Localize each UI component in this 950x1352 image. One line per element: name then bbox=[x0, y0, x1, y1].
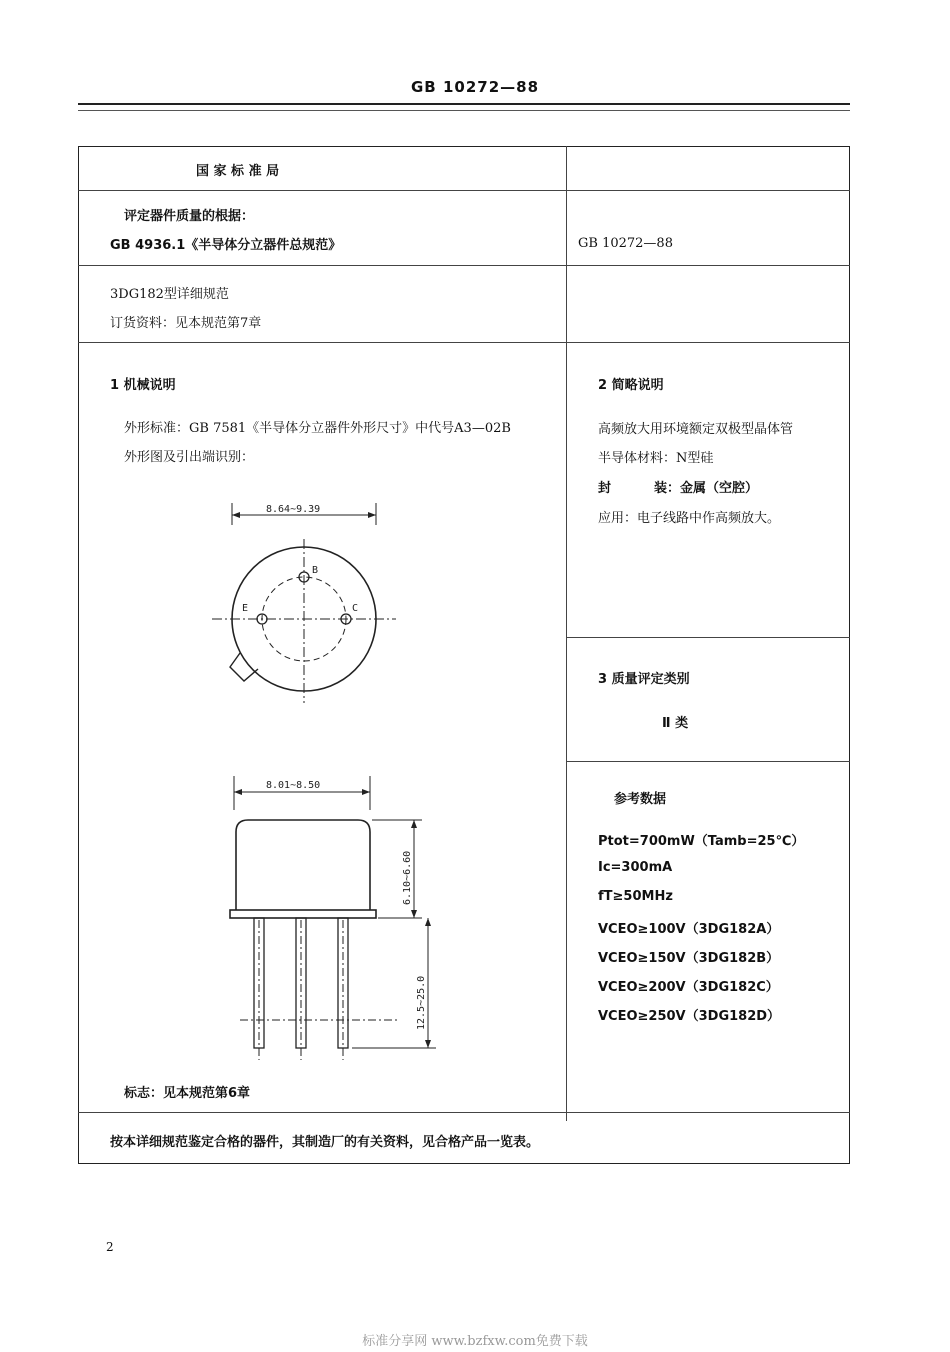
ref-vceo-b: VCEO≥150V（3DG182B） bbox=[598, 951, 780, 966]
header-rule-thin bbox=[78, 110, 850, 111]
pin-b-label: B bbox=[312, 565, 319, 576]
package-label: 封 bbox=[598, 481, 612, 496]
pin-e-label: E bbox=[242, 603, 249, 614]
ref-vceo-c: VCEO≥200V（3DG182C） bbox=[598, 980, 779, 995]
section2-heading: 2 简略说明 bbox=[598, 378, 664, 393]
side-dim-lead: 12.5~25.0 bbox=[416, 975, 427, 1030]
document-header: GB 10272—88 bbox=[410, 78, 540, 96]
header-rule bbox=[78, 103, 850, 105]
can-flange bbox=[230, 910, 376, 918]
ref-vceo-a: VCEO≥100V（3DG182A） bbox=[598, 922, 780, 937]
section3-heading: 3 质量评定类别 bbox=[598, 672, 690, 687]
row-divider bbox=[78, 265, 850, 266]
outline-identification: 外形图及引出端识别： bbox=[124, 450, 255, 465]
package-value: 装：金属（空腔） bbox=[654, 481, 759, 496]
basis-label: 评定器件质量的根据： bbox=[124, 209, 255, 224]
ref-ic: Ic=300mA bbox=[598, 860, 673, 875]
row-divider bbox=[78, 1112, 850, 1113]
page-number: 2 bbox=[106, 1240, 114, 1254]
top-view-drawing bbox=[200, 495, 440, 710]
issuing-bureau: 国 家 标 准 局 bbox=[196, 164, 280, 179]
reference-heading: 参考数据 bbox=[614, 792, 667, 807]
side-dim-width: 8.01~8.50 bbox=[266, 780, 321, 791]
row-divider bbox=[78, 342, 850, 343]
spec-title: 3DG182型详细规范 bbox=[110, 287, 229, 302]
row-divider-right bbox=[566, 637, 850, 638]
description-line1: 高频放大用环境额定双极型晶体管 bbox=[598, 422, 794, 437]
can-body bbox=[236, 820, 370, 910]
quality-category: Ⅱ 类 bbox=[662, 716, 689, 731]
orientation-tab bbox=[230, 653, 258, 681]
marking-note: 标志：见本规范第6章 bbox=[124, 1086, 251, 1101]
watermark: 标准分享网 www.bzfxw.com免费下载 bbox=[362, 1334, 588, 1349]
column-divider bbox=[566, 146, 567, 1121]
ref-ptot: Ptot=700mW（Tamb=25℃） bbox=[598, 834, 805, 849]
row-divider-right bbox=[566, 761, 850, 762]
outline-standard: 外形标准：GB 7581《半导体分立器件外形尺寸》中代号A3—02B bbox=[124, 421, 511, 436]
side-dim-height: 6.10~6.60 bbox=[402, 850, 413, 905]
basis-standard: GB 4936.1《半导体分立器件总规范》 bbox=[110, 238, 342, 253]
section1-heading: 1 机械说明 bbox=[110, 378, 176, 393]
description-line2: 半导体材料：N型硅 bbox=[598, 451, 714, 466]
ref-vceo-d: VCEO≥250V（3DG182D） bbox=[598, 1009, 781, 1024]
row-divider bbox=[78, 190, 850, 191]
qualified-products-note: 按本详细规范鉴定合格的器件，其制造厂的有关资料，见合格产品一览表。 bbox=[110, 1135, 540, 1150]
top-dim-width: 8.64~9.39 bbox=[266, 504, 321, 515]
standard-number: GB 10272—88 bbox=[578, 236, 673, 251]
pin-c-label: C bbox=[352, 603, 359, 614]
ref-ft: fT≥50MHz bbox=[598, 889, 673, 904]
order-info: 订货资料：见本规范第7章 bbox=[110, 316, 262, 331]
description-line4: 应用：电子线路中作高频放大。 bbox=[598, 511, 781, 526]
side-view-drawing bbox=[200, 770, 450, 1070]
